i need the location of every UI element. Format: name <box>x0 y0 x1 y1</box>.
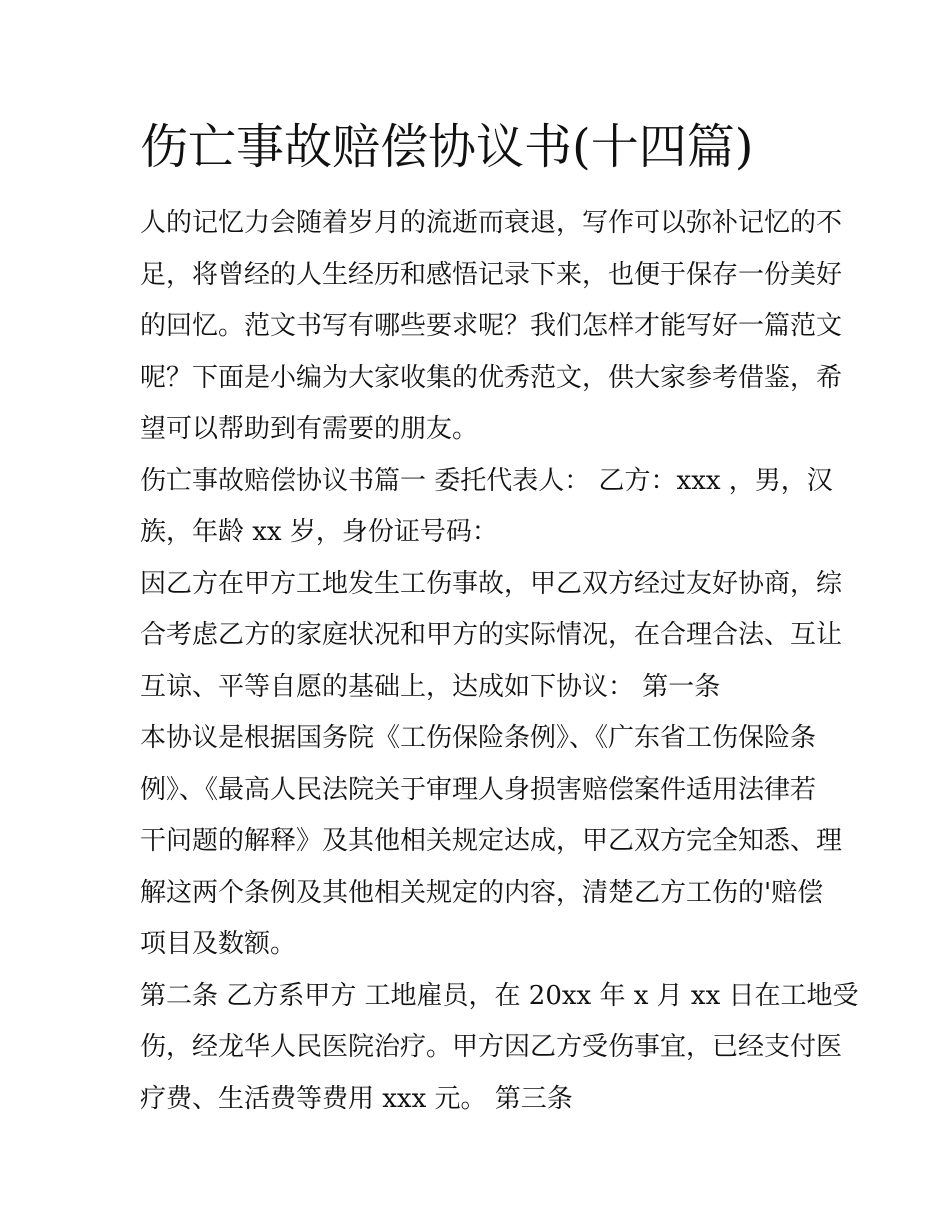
text-line-8: 因乙方在甲方工地发生工伤事故，甲乙双方经过友好协商，综 <box>140 568 843 599</box>
text-line-17: 伤，经龙华人民医院治疗。甲方因乙方受伤事宜，已经支付医 <box>140 1032 843 1062</box>
text-line-5: 望可以帮助到有需要的朋友。 <box>140 414 479 444</box>
text-line-18: 疗费、生活费等费用 xxx 元。 第三条 <box>140 1083 573 1114</box>
text-line-3: 的回忆。范文书写有哪些要求呢？我们怎样才能写好一篇范文 <box>140 311 843 341</box>
text-line-11: 本协议是根据国务院《工伤保险条例》、《广东省工伤保险条 <box>140 723 817 753</box>
text-line-10: 互谅、平等自愿的基础上，达成如下协议： 第一条 <box>140 671 721 702</box>
text-line-1: 人的记忆力会随着岁月的流逝而衰退，写作可以弥补记忆的不 <box>140 208 843 238</box>
text-line-14: 解这两个条例及其他相关规定的内容，清楚乙方工伤的'赔偿 <box>140 877 824 908</box>
text-line-12: 例》、《最高人民法院关于审理人身损害赔偿案件适用法律若 <box>140 774 817 805</box>
text-line-9: 合考虑乙方的家庭状况和甲方的实际情况，在合理合法、互让 <box>140 620 843 650</box>
document-title: 伤亡事故赔偿协议书(十四篇) <box>140 119 754 175</box>
text-line-16: 第二条 乙方系甲方 工地雇员，在 20xx 年 x 月 xx 日在工地受 <box>140 980 859 1011</box>
text-line-13: 干问题的解释》及其他相关规定达成，甲乙双方完全知悉、理 <box>140 826 843 856</box>
text-line-15: 项目及数额。 <box>140 929 297 959</box>
text-line-6: 伤亡事故赔偿协议书篇一 委托代表人： 乙方：xxx ，男，汉 <box>140 465 833 496</box>
text-line-2: 足，将曾经的人生经历和感悟记录下来，也便于保存一份美好 <box>140 259 843 290</box>
document-body <box>140 198 859 1125</box>
text-line-7: 族，年龄 xx 岁，身份证号码： <box>140 517 498 547</box>
text-line-4: 呢？下面是小编为大家收集的优秀范文，供大家参考借鉴，希 <box>140 362 843 393</box>
